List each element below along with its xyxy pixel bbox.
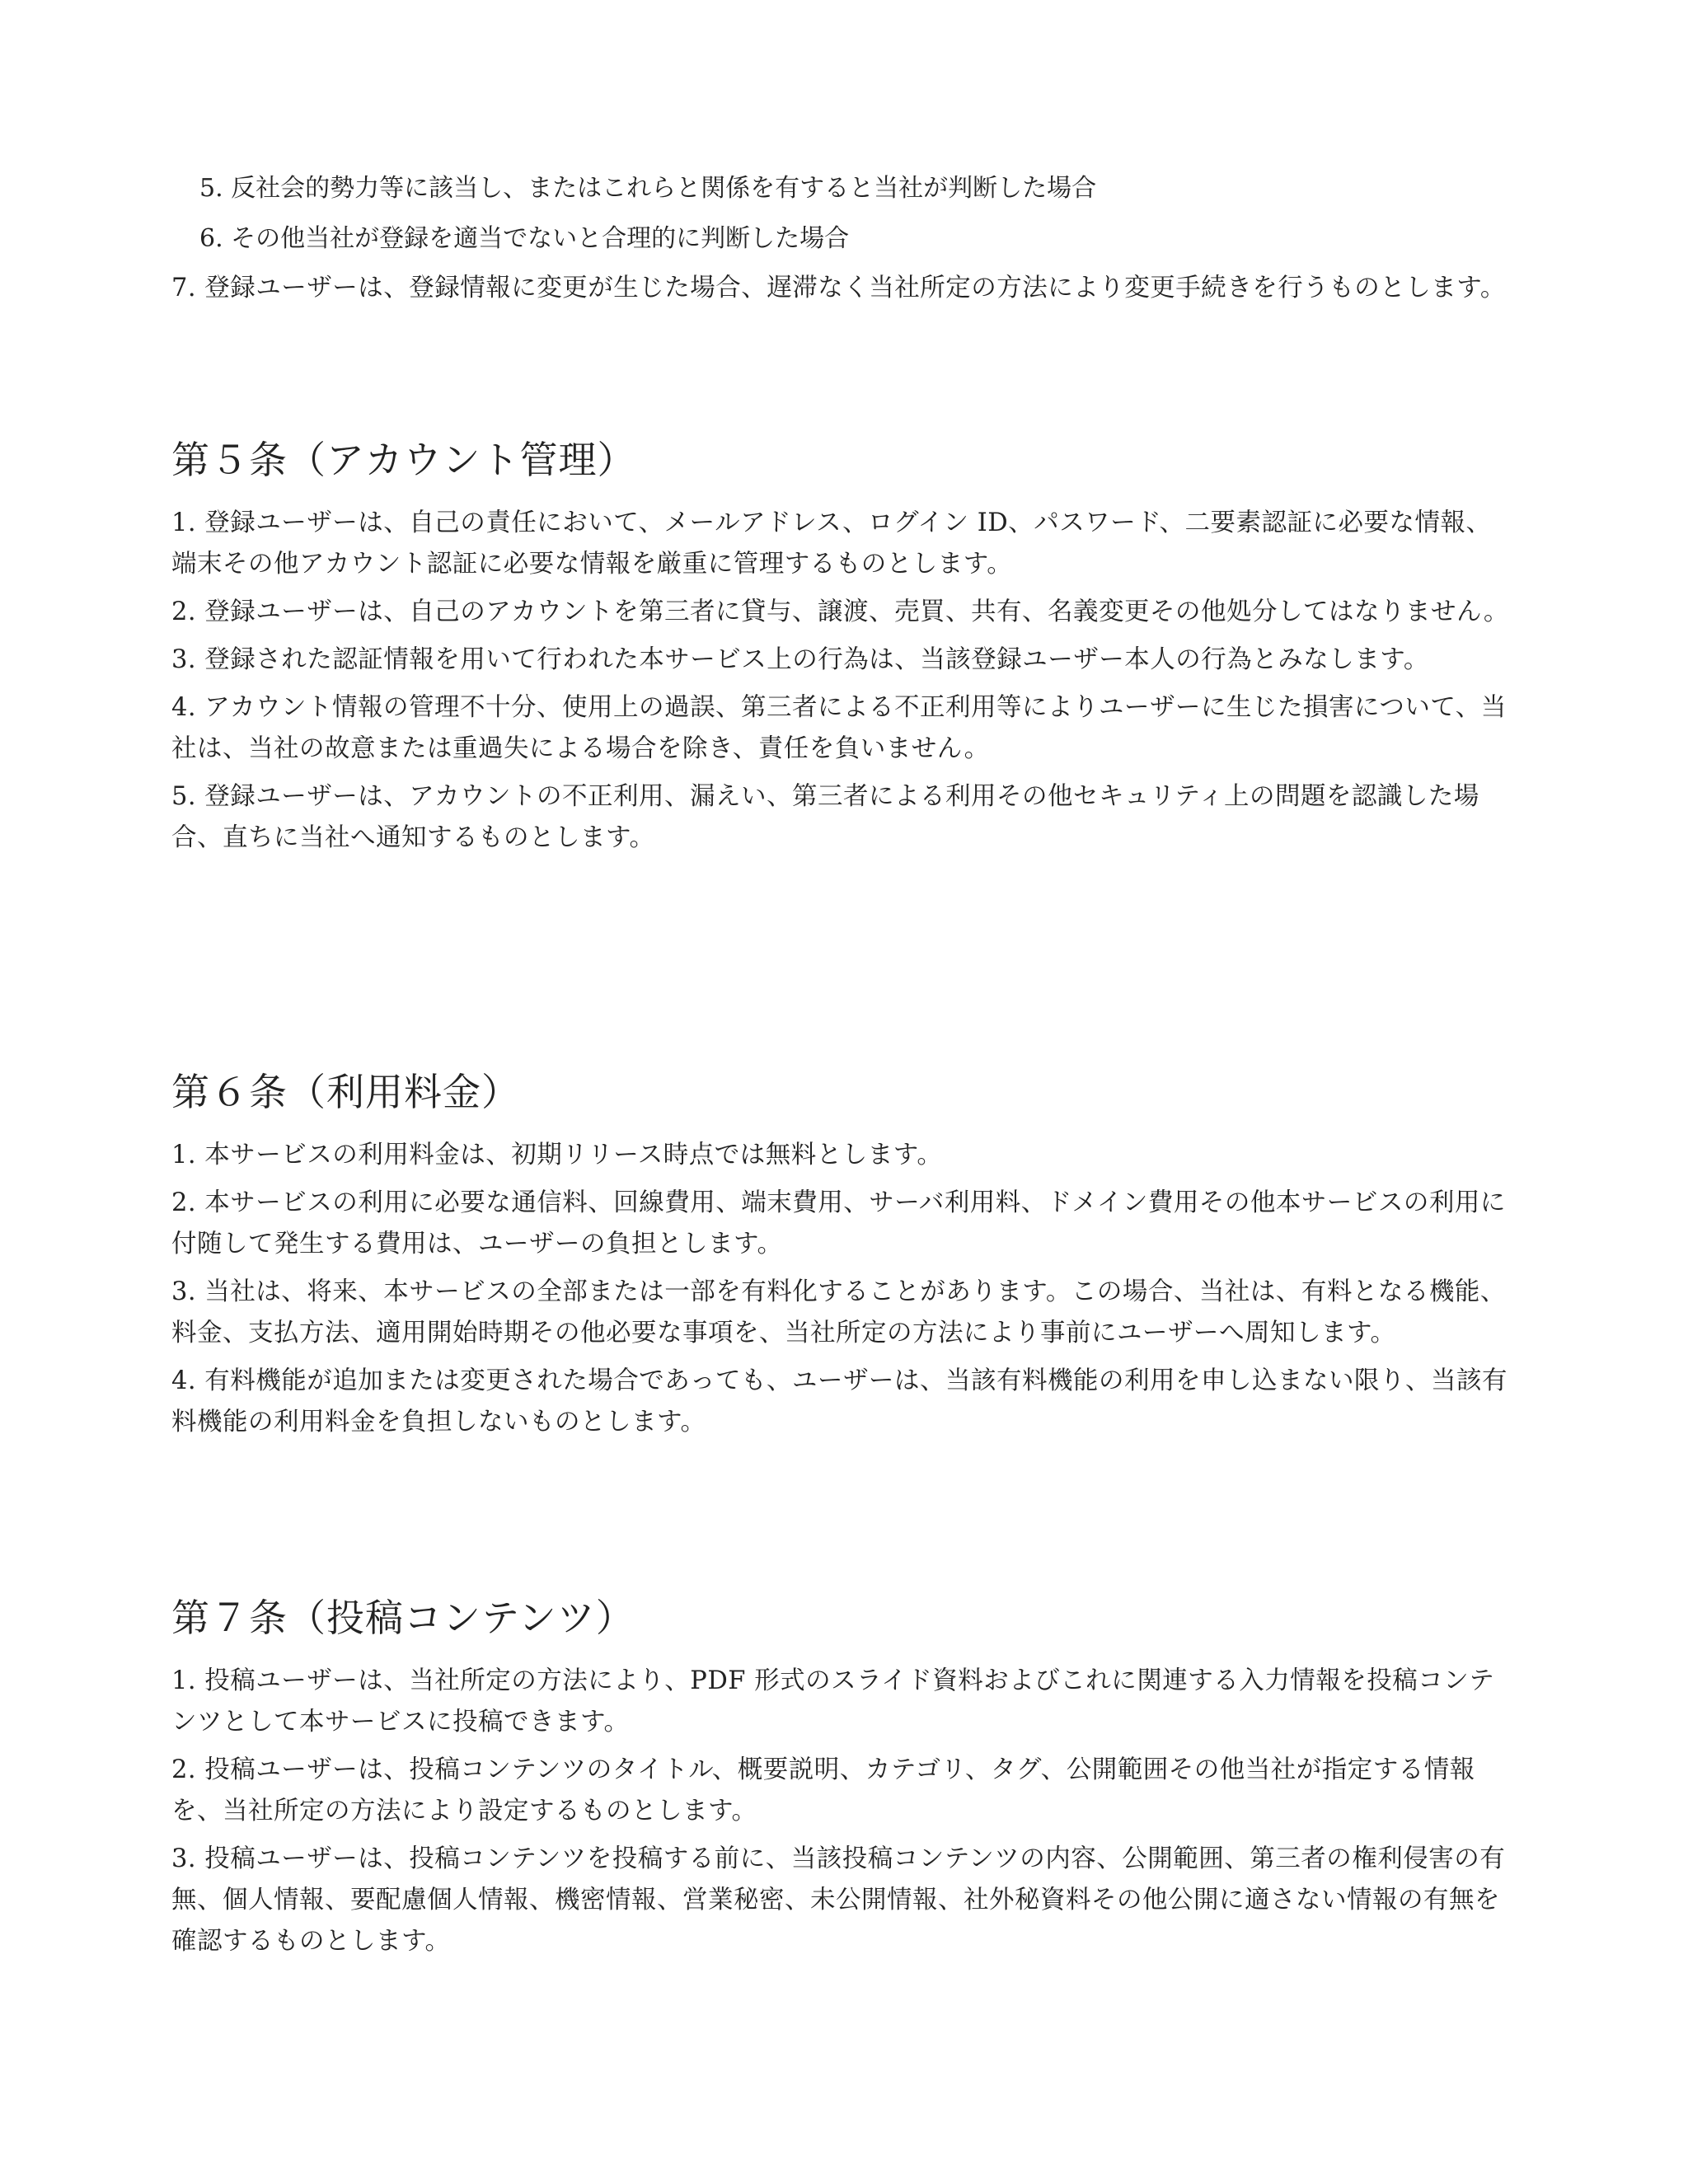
section-heading: 第５条（アカウント管理） [171, 438, 636, 482]
paragraph-block [171, 268, 1517, 316]
clause-item: 2. 投稿ユーザーは、投稿コンテンツのタイトル、概要説明、カテゴリ、タグ、公開範囲その他当社が指定する情報を、当社所定の方法により設定するものとします。 [171, 1755, 1475, 1825]
clause-item: 3. 登録された認証情報を用いて行われた本サービス上の行為は、当該登録ユーザー本人の行為とみなします。 [171, 645, 1429, 674]
section-heading: 第６条（利用料金） [171, 1070, 520, 1114]
list-item: 5. 反社会的勢力等に該当し、またはこれらと関係を有すると当社が判断した場合 [199, 174, 1097, 203]
clause-item: 5. 登録ユーザーは、アカウントの不正利用、漏えい、第三者による利用その他セキュリティ上の問題を認識した場合、直ちに当社へ通知するものとします。 [171, 782, 1479, 852]
clause-item: 1. 登録ユーザーは、自己の責任において、メールアドレス、ログイン ID、パスワード、二要素認証に必要な情報、端末その他アカウント認証に必要な情報を厳重に管理するものとします。 [171, 509, 1492, 579]
section-article-5 [171, 435, 1517, 865]
clause-item: 3. 投稿ユーザーは、投稿コンテンツを投稿する前に、当該投稿コンテンツの内容、公開範囲、第三者の権利侵害の有無、個人情報、要配慮個人情報、機密情報、営業秘密、未公開情報、社外秘資料その他公開に適さない情報の有無を確認するものとします。 [171, 1844, 1506, 1956]
clause-item: 1. 本サービスの利用料金は、初期リリース時点では無料とします。 [171, 1141, 943, 1169]
section-article-7 [171, 1593, 1517, 1969]
section-article-6 [171, 1067, 1517, 1450]
clause-item: 2. 登録ユーザーは、自己のアカウントを第三者に貸与、譲渡、売買、共有、名義変更その他処分してはなりません。 [171, 598, 1509, 626]
clause-item: 2. 本サービスの利用に必要な通信料、回線費用、端末費用、サーバ利用料、ドメイン費用その他本サービスの利用に付随して発生する費用は、ユーザーの負担とします。 [171, 1188, 1506, 1258]
clause-item: 4. 有料機能が追加または変更された場合であっても、ユーザーは、当該有料機能の利用を申し込まない限り、当該有料機能の利用料金を負担しないものとします。 [171, 1366, 1507, 1436]
section-heading: 第７条（投稿コンテンツ） [171, 1596, 635, 1640]
clause-item: 4. アカウント情報の管理不十分、使用上の過誤、第三者による不正利用等によりユーザーに生じた損害について、当社は、当社の故意または重過失による場合を除き、責任を負いません。 [171, 693, 1507, 763]
clause-item: 7. 登録ユーザーは、登録情報に変更が生じた場合、遅滞なく当社所定の方法により変更手続きを行うものとします。 [171, 274, 1506, 302]
clause-item: 3. 当社は、将来、本サービスの全部または一部を有料化することがあります。この場合、当社は、有料となる機能、料金、支払方法、適用開始時期その他必要な事項を、当社所定の方法により事前にユーザーへ周知します。 [171, 1277, 1506, 1347]
clause-item: 1. 投稿ユーザーは、当社所定の方法により、PDF 形式のスライド資料およびこれに関連する入力情報を投稿コンテンツとして本サービスに投稿できます。 [171, 1666, 1495, 1736]
list-item: 6. その他当社が登録を適当でないと合理的に判断した場合 [199, 224, 850, 253]
